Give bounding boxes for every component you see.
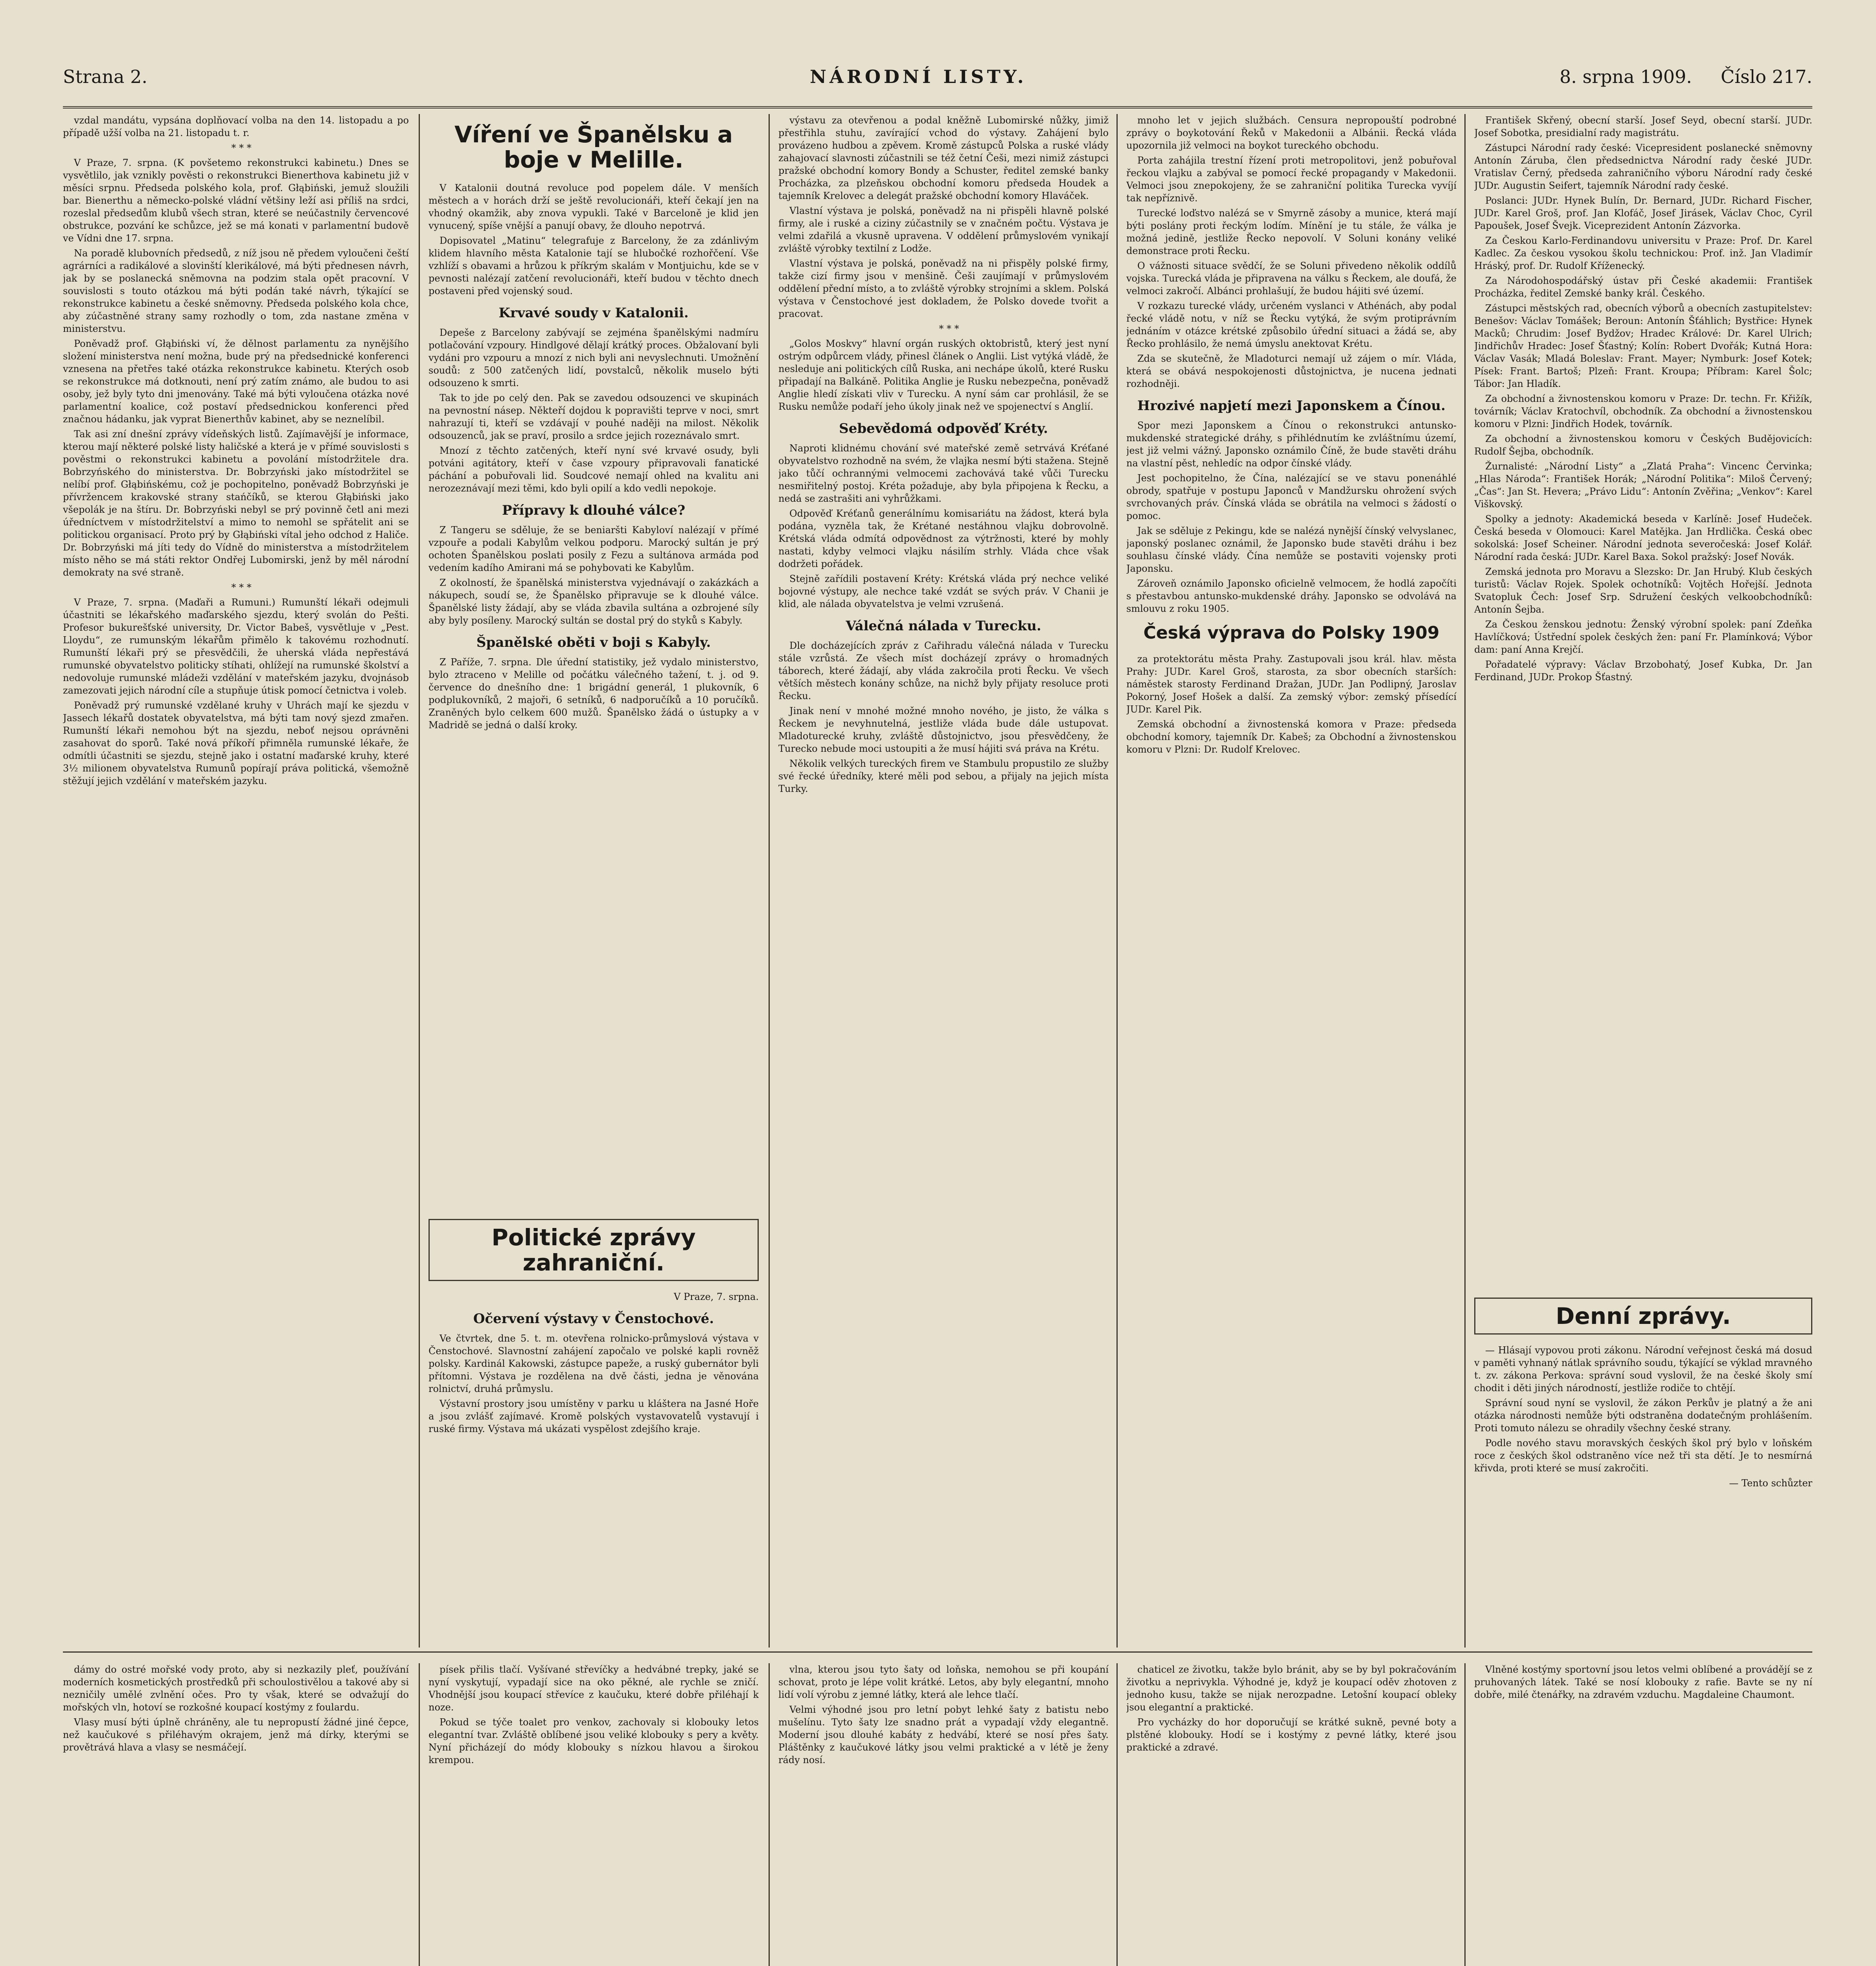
subheadline: Španělské oběti v boji s Kabyly. bbox=[476, 635, 711, 650]
article-paragraph: Mnozí z těchto zatčených, kteří nyní své krvavé osudy, byli potváni agitátory, kteří v čase vzpoury připravovali fanatické páchání a pobuřovali lid. Soudcové nemají ohled na kvalitu ani nerozeznávají mezi těmi, kdo byli opilí a kdo vedli nepokoje. bbox=[429, 445, 759, 494]
column-3 bbox=[778, 114, 1109, 1644]
article-paragraph: — Hlásají vypovou proti zákonu. Národní veřejnost česká má dosud v paměti vyhnaný nátlak správního soudu, týkající se výklad mravného t. zv. zákona Perkova: správní soud vyslovil, že na české školy smí chodit i děti jiných národností, jestliže rodiče to chtějí. bbox=[1474, 1345, 1812, 1394]
column-rule bbox=[1464, 114, 1466, 1648]
column-rule bbox=[1116, 1663, 1118, 1966]
article-paragraph: Dopisovatel „Matinu“ telegrafuje z Barcelony, že za zdánlivým klidem hlavního města Katalonie tají se hlubočké rozhořčení. Vše vzhlíží s obavami a hrůzou k příkrým skalám v Montjuichu, kde se v pevnosti nalézají zatčení revolucionáři, kteří budou v těchto dnech postaveni před vojenský soud. bbox=[429, 235, 759, 296]
daily-news-section bbox=[1474, 1290, 1812, 1644]
issue-number: Číslo 217. bbox=[1721, 66, 1812, 87]
article-paragraph: V Katalonii doutná revoluce pod popelem dále. V menších městech a v horách drží se ještě revolucionáři, kteří čekají jen na vhodný okamžik, aby znova vypukli. Také v Barceloně je klid jen vynucený, spíše vnější a panují obavy, že dlouho nepotrvá. bbox=[429, 182, 759, 231]
article-paragraph: Zástupci Národní rady české: Vicepresident poslanecké sněmovny Antonín Záruba, člen předsednictva Národní rady české JUDr. Vratislav Černý, předseda zahraničního výboru Národní rady české JUDr. Augustin Seifert, tajemník Národní rady české. bbox=[1474, 142, 1812, 191]
article-paragraph: Zda se skutečně, že Mladoturci nemají už zájem o mír. Vláda, která se obává nespokojenosti důstojnictva, je nucena jednati rozhodněji. bbox=[1126, 353, 1457, 389]
column-rule bbox=[419, 1663, 420, 1966]
article-paragraph: Jak se sděluje z Pekingu, kde se nalézá nynější čínský velvyslanec, japonský poslanec oznámil, že Japonsko bude stavěti dráhu i bez souhlasu čínské vlády. Čína nemůže se postaviti vojensky proti Japonsku. bbox=[1126, 525, 1457, 574]
column-4 bbox=[1126, 114, 1457, 1644]
article-paragraph: Správní soud nyní se vyslovil, že zákon Perkův je platný a že ani otázka národnosti nemůže býti odstraněna dodatečným prohlášením. Proti tomuto nálezu se ohradily všechny české strany. bbox=[1474, 1397, 1812, 1434]
article-paragraph: Za obchodní a živnostenskou komoru v Českých Budějovicích: Rudolf Šejba, obchodník. bbox=[1474, 433, 1812, 457]
article-paragraph: Poněvadž prof. Głąbiński ví, že dělnost parlamentu za nynějšího složení ministerstva není možna, bude prý na předsednické konferenci vznesena na přetřes také otázka rekonstrukce kabinetu. Kterých osob se rekonstrukce má dotknouti, není prý zatím známo, ale budou to asi osoby, jež byly tyto dni jmenovány. Také má býti vyloučena otázka nové parlamentní koalice, což postaví předsednickou konferenci před značnou hádanku, jak vyprat Bienerthův kabinet, aby se neznelíbil. bbox=[63, 338, 409, 425]
article-paragraph: Na poradě klubovních předsedů, z níž jsou ně předem vyloučeni čeští agrárníci a radikálové a slovinští klerikálové, má býti přednesen návrh, jak by se poslanecká sněmovna na podzim stala opět pracovní. V souvislosti s touto otázkou má býti podán také návrh, týkající se rekonstrukce kabinetu a české sněmovny. Předseda polského kola chce, aby zúčastněné strany samy rozhodly o tom, zda nastane změna v ministerstvu. bbox=[63, 248, 409, 334]
article-paragraph: chaticel ze životku, takže bylo bránit, aby se by byl pokračováním životku a neprivykla. Výhodné je, když je koupací oděv zhotoven z jednoho kusu, takže se nijak nerozpadne. Letošní koupací obleky jsou elegantní a praktické. bbox=[1126, 1664, 1457, 1713]
article-paragraph: Naproti klidnému chování své mateřské země setrvává Kréťané obyvatelstvo rozhodně na svém, že vlajka nesmí býti stažena. Stejně jako tůčí ochrannými velmocemi zachovává také vůči Turecku nesmiřitelný postoj. Kréta požaduje, aby byla připojena k Řecku, a nedá se zastrašiti ani vyhrůžkami. bbox=[778, 443, 1109, 504]
article-paragraph: Tak to jde po celý den. Pak se zavedou odsouzenci ve skupinách na pevnostní násep. Někteří dojdou k popravišti teprve v noci, smrt nahrazují ti, kteří se vzdávají v pouhé naději na milost. Několik odsouzenců, jak se praví, prosilo a srdce jejich rozeznávalo smrt. bbox=[429, 392, 759, 441]
article-paragraph: Zemská jednota pro Moravu a Slezsko: Dr. Jan Hrubý. Klub českých turistů: Václav Rojek. Spolek ochotníků: Vojtěch Hořejší. Jednota Svatopluk Čech: Josef Srp. Sdružení českých velkoobchodníků: Antonín Šejba. bbox=[1474, 566, 1812, 615]
article-paragraph: Spor mezi Japonskem a Čínou o rekonstrukci antunsko-mukdenské strategické dráhy, s přihlédnutím ke zvláštnímu území, jest již velmi vážný. Japonsko oznámilo Číně, že bude stavěti dráhu na vlastní pěst, nehledíc na odpor čínské vlády. bbox=[1126, 420, 1457, 469]
separator: * * * bbox=[231, 582, 252, 593]
article-paragraph: Vlastní výstava je polská, poněvadž na ni přispěly polské firmy, takže cizí firmy jsou v menšině. Češi zaujímají v průmyslovém oddělení přední místo, a to zvláště výrobky strojními a sklem. Polská výstava v Čenstochové jest dokladem, že Polsko dovede tvořit a pracovat. bbox=[778, 258, 1109, 319]
column-rule bbox=[419, 114, 420, 1648]
subheadline: Přípravy k dlouhé válce? bbox=[502, 503, 686, 518]
bottom-column-3 bbox=[778, 1663, 1109, 1966]
article-paragraph: Turecké loďstvo nalézá se v Smyrně zásoby a munice, která mají býti poslány proti řeckým lodím. Mínění je tu stále, že válka je možná jedině, jestliže Řecko nepovolí. V Soluni konány veliké demonstrace proti Řecku. bbox=[1126, 208, 1457, 256]
article-paragraph: Stejně zařídili postavení Kréty: Krétská vláda prý nechce veliké bojovné výstupy, ale nechce také vzdát se svých práv. V Chanii je klid, ale nálada obyvatelstva je velmi vzrušená. bbox=[778, 573, 1109, 609]
article-paragraph: Poslanci: JUDr. Hynek Bulín, Dr. Bernard, JUDr. Richard Fischer, JUDr. Karel Groš, prof. Jan Klofáč, Josef Jirásek, Václav Choc, Cyril Papoušek, Josef Švejk. Viceprezident Antonín Zázvorka. bbox=[1474, 195, 1812, 231]
article-paragraph: Zástupci městských rad, obecních výborů a obecních zastupitelstev: Benešov: Václav Tomášek; Beroun: Antonín Šťáhlich; Bystřice: Hynek Macků; Chrudim: Josef Bydžov; Hradec Králové: Dr. Karel Ulrich; Jindřichův Hradec: Josef Šťastný; Kolín: Robert Dvořák; Kutná Hora: Václav Vasák; Mladá Boleslav: Frant. Mayer; Nymburk: Josef Kotek; Písek: Frant. Bartoš; Plzeň: Frant. Kroupa; Příbram: Karel Šolc; Tábor: Jan Hladík. bbox=[1474, 303, 1812, 389]
bottom-column-5 bbox=[1474, 1663, 1812, 1966]
signature: — Tento schůzter bbox=[1729, 1478, 1812, 1489]
subheadline: Válečná nálada v Turecku. bbox=[846, 618, 1041, 634]
issue-date-number bbox=[1560, 66, 1812, 87]
article-paragraph: Jest pochopitelno, že Čína, nalézající se ve stavu ponenáhlé obrody, spatřuje v postupu Japonců v Mandžursku ohrožení svých svrchovaných práv. Čínská vláda se obrátila na velmoci s žádostí o pomoc. bbox=[1126, 473, 1457, 521]
column-rule bbox=[1464, 1663, 1466, 1966]
article-paragraph: Pokud se týče toalet pro venkov, zachovaly si klobouky letos elegantní tvar. Zvláště oblíbené jsou veliké klobouky s pery a květy. Nyní přicházejí do módy klobouky s nízkou hlavou a širokou krempou. bbox=[429, 1717, 759, 1765]
column-2 bbox=[429, 114, 759, 1195]
article-paragraph: výstavu za otevřenou a podal kněžně Lubomirské nůžky, jimiž přestřihla stuhu, zavírající vchod do výstavy. Zahájení bylo provázeno hudbou a zpěvem. Kromě zástupců Polska a ruské vlády zahajovací slavnosti zúčastnili se též četní Češi, mezi nimiž zástupci pražské obchodní komory Bondy a Schuster, ředitel zemské banky Procházka, za plzeňskou obchodní komoru předseda Houdek a tajemník Krelovec a delegát pražské obchodní komory Hlaváček. bbox=[778, 115, 1109, 201]
article-paragraph: František Skřený, obecní starší. Josef Seyd, obecní starší. JUDr. Josef Sobotka, presidialní rady magistrátu. bbox=[1474, 115, 1812, 138]
article-paragraph: Spolky a jednoty: Akademická beseda v Karlíně: Josef Hudeček. Česká beseda v Olomouci: Karel Matějka. Jan Hrdlička. Česká obec sokolská: Josef Scheiner. Národní jednota severočeská: Josef Kolář. Národní rada česká: JUDr. Karel Baxa. Sokol pražský: Josef Novák. bbox=[1474, 514, 1812, 562]
article-paragraph: V Praze, 7. srpna. (Maďaři a Rumuni.) Rumunští lékaři odejmuli účastniti se lékařského maďarského sjezdu, který svolán do Pešti. Profesor bukurešťské university, Dr. Victor Babeš, vysvětluje v „Pest. Lloydu“, ze rumunským lékařům přimělo k takovému rozhodnutí. Rumunští lékaři prý se přesvědčili, že uherská vláda nepřestává rumunské obyvatelstvo politicky stíhati, ohlížejí na rumunské školství a nedovoluje rumunské mládeži vzdělání v mateřském jazyku, dvojnásob zamezovati jejich národní cíle a stupňuje útisk pomocí četnictva i voleb. bbox=[63, 597, 409, 696]
page-header bbox=[63, 59, 1812, 109]
separator: * * * bbox=[939, 323, 959, 334]
article-paragraph: „Golos Moskvy“ hlavní orgán ruských oktobristů, který jest nyní ostrým odpůrcem vlády, přinesl článek o Anglii. List vytýká vládě, že nesleduje ani politických cílů Ruska, ani nechápe úkolů, které Rusku připadají na Balkáně. Politika Anglie je Rusku nebezpečna, poněvadž Anglie hledí získati vliv v Turecku. A nyní sám car prohlásil, že se Rusku nemůže podaří jeho úkoly jinak než ve spojenectví s Anglií. bbox=[778, 338, 1109, 412]
article-paragraph: Vlasy musí býti úplně chráněny, ale tu nepropustí žádné jiné čepce, než kaučukové s přiléhavým okrajem, jenž má dírky, kterými se provětrává hlava a vlasy se nesmáčejí. bbox=[63, 1717, 409, 1753]
article-paragraph: Vlněné kostýmy sportovní jsou letos velmi oblíbené a provádějí se z pruhovaných látek. Také se nosí klobouky z rafie. Bavte se ny ní dobře, milé čtenářky, na zdravém vzduchu. Magdaleine Chaumont. bbox=[1474, 1664, 1812, 1700]
article-paragraph: Depeše z Barcelony zabývají se zejména španělskými nadmíru potlačování vzpoury. Hindlgové dělají krátký proces. Obžalovaní byli vydáni pro vzpouru a mnozí z nich byli ani nevyslechnuti. Umožnění soudů: z 500 zatčených lidí, povstalců, několik muselo býti odsouzeno k smrti. bbox=[429, 327, 759, 388]
bottom-column-2 bbox=[429, 1663, 759, 1966]
subheadline: Krvavé soudy v Katalonii. bbox=[498, 305, 689, 321]
article-paragraph: za protektorátu města Prahy. Zastupovali jsou král. hlav. města Prahy: JUDr. Karel Groš, starosta, za sbor obecních starších: náměstek starosty Ferdinand Dražan, JUDr. Jan Podlipný, Jaroslav Pokorný, Josef Hošek a další. Za zemský výbor: zemský přísedící JUDr. Karel Pik. bbox=[1126, 653, 1457, 715]
headline-foreign-news: Politické zprávy zahraniční. bbox=[429, 1219, 759, 1281]
article-paragraph: Z okolností, že španělská ministerstva vyjednávají o zakázkách a nákupech, soudí se, že Španělsko připravuje se k dlouhé válce. Španělské listy žádají, aby se vláda zbavila sultána a ozbrojené síly aby byly posíleny. Marocký sultán se dostal prý do styků s Kabyly. bbox=[429, 577, 759, 626]
article-paragraph: Jinak není v mnohé možné mnoho nového, je jisto, že válka s Řeckem je nevyhnutelná, jestliže vláda bude dále ustupovat. Mladoturecké kruhy, zvláště důstojnictvo, jsou přesvědčeny, že Turecko nebude moci ustoupiti a že musí hájiti svá práva na Krétu. bbox=[778, 705, 1109, 754]
article-paragraph: mnoho let v jejich službách. Censura nepropouští podrobné zprávy o boykotování Řeků v Makedonii a Albánii. Řecká vláda upozornila již velmoci na boykot tureckého obchodu. bbox=[1126, 115, 1457, 151]
bottom-column-4 bbox=[1126, 1663, 1457, 1966]
article-paragraph: Odpověď Kréťanů generálnímu komisariátu na žádost, která byla podána, vyzněla tak, že Krétané nestáhnou vlajku dobrovolně. Krétská vláda odmítá odpovědnost za výtržnosti, které by mohly nastati, kdyby velmoci vlajku násilím strhly. Vláda chce však dodržeti pořádek. bbox=[778, 508, 1109, 569]
bottom-column-1 bbox=[63, 1663, 409, 1966]
column-rule bbox=[769, 114, 770, 1648]
subheadline: Hrozivé napjetí mezi Japonskem a Čínou. bbox=[1137, 398, 1446, 414]
article-paragraph: Zemská obchodní a živnostenská komora v Praze: předseda obchodní komory, tajemník Dr. Kabeš; za Obchodní a živnostenskou komoru v Plzni: Dr. Rudolf Krelovec. bbox=[1126, 719, 1457, 755]
article-paragraph: Za Českou Karlo-Ferdinandovu universitu v Praze: Prof. Dr. Karel Kadlec. Za českou vysokou školu technickou: Prof. inž. Jan Vladimír Hráský, prof. Dr. Rudolf Kříženecký. bbox=[1474, 235, 1812, 271]
column-5 bbox=[1474, 114, 1812, 1254]
foreign-news-section bbox=[429, 1211, 759, 1644]
article-paragraph: Vlastní výstava je polská, poněvadž na ni přispěli hlavně polské firmy, ale i ruské a ciziny zúčastnily se v značném počtu. Výstava je velmi zdařilá a vkusně upravena. V oddělení průmyslovém vynikají zvláště výrobky textilní z Lodže. bbox=[778, 205, 1109, 254]
article-paragraph: Pro vycházky do hor doporučují se krátké sukně, pevné boty a plstěné klobouky. Hodí se i kostýmy z pevné látky, které jsou praktické a zdravé. bbox=[1126, 1717, 1457, 1753]
article-paragraph: Za obchodní a živnostenskou komoru v Praze: Dr. techn. Fr. Křižík, továrník; Václav Kratochvíl, obchodník. Za obchodní a živnostenskou komoru v Plzni: Jindřich Hodek, továrník. bbox=[1474, 393, 1812, 429]
headline-czech-expedition: Česká výprava do Polsky 1909 bbox=[1143, 623, 1440, 643]
article-paragraph: Zároveň oznámilo Japonsko oficielně velmocem, že hodlá započíti s přestavbou antunsko-mukdenské dráhy. Japonsko se odvolává na smlouvu z roku 1905. bbox=[1126, 578, 1457, 614]
issue-date: 8. srpna 1909. bbox=[1559, 66, 1692, 87]
headline-daily-news: Denní zprávy. bbox=[1474, 1298, 1812, 1335]
page-label: Strana 2. bbox=[63, 66, 147, 87]
article-paragraph: dámy do ostré mořské vody proto, aby si nezkazily pleť, používání moderních kosmetických prostředků při schoulostivělou a takové aby si nezničily umělé zvlnění očes. Pro ty však, které se odvažují do mořských vln, hotoví se rozkošné koupací kostýmy z foulardu. bbox=[63, 1664, 409, 1713]
article-paragraph: Z Paříže, 7. srpna. Dle úřední statistiky, jež vydalo ministerstvo, bylo ztraceno v Melille od počátku válečného tažení, t. j. od 9. července do dnešního dne: 1 brigádní generál, 1 plukovník, 6 podplukovníků, 2 majoři, 6 setníků, 6 nadporučíků a 10 poručíků. Zraněných bylo celkem 600 mužů. Španělsko žádá o ústupky a v Madridě se jedná o další kroky. bbox=[429, 657, 759, 731]
dateline: V Praze, 7. srpna. bbox=[673, 1291, 759, 1302]
article-paragraph: V Praze, 7. srpna. (K povšetemo rekonstrukci kabinetu.) Dnes se vysvětlilo, jak vznikly pověsti o rekonstrukci Bienerthova kabinetu již v měsíci srpnu. Předseda polského kola, prof. Głąbiński, jemuž sloužili bar. Bienerthu a německo-polské vládní většiny leží asi příliš na srdci, rozeslal předsedům klubů všech stran, které se neúčastnily červencové obstrukce, pozvání ke schůzce, jež se má konati v parlamentní budově ve Vídni dne 17. srpna. bbox=[63, 157, 409, 244]
article-paragraph: O vážnosti situace svědčí, že se Soluni přivedeno několik oddílů vojska. Turecká vláda je připravena na válku s Řeckem, ale doufá, že velmoci zakročí. Albánci prohlašují, že budou hájiti své území. bbox=[1126, 260, 1457, 296]
column-rule bbox=[769, 1663, 770, 1966]
column-1 bbox=[63, 114, 409, 1644]
article-paragraph: Za Českou ženskou jednotu: Ženský výrobní spolek: paní Zdeňka Havlíčková; Ústřední spolek českých žen: paní Fr. Plamínková; Výbor dam: paní Anna Krejčí. bbox=[1474, 619, 1812, 655]
article-paragraph: písek přilis tlačí. Vyšívané střevíčky a hedvábné trepky, jaké se nyní vyskytují, vypadají sice na oko pěkné, ale rychle se zničí. Vhodnější jsou koupací střevíce z kaučuku, které dobře přiléhají k noze. bbox=[429, 1664, 759, 1713]
article-paragraph: vzdal mandátu, vypsána doplňovací volba na den 14. listopadu a po případě užší volba na 21. listopadu t. r. bbox=[63, 115, 409, 138]
article-paragraph: Žurnalisté: „Národní Listy“ a „Zlatá Praha“: Vincenc Červinka; „Hlas Národa“: František Horák; „Národní Politika“: Miloš Červený; „Čas“: Jan St. Hevera; „Právo Lidu“: Antonín Zvěřina; „Venkov“: Karel Viškovský. bbox=[1474, 461, 1812, 510]
article-paragraph: V rozkazu turecké vlády, určeném vyslanci v Athénách, aby podal řecké vládě notu, v níž se Řecku vytýká, že svým protiprávním jednáním v otázce krétské způsobilo úřední situaci a žádá se, aby Řecko prohlásilo, že nemá úmyslu anektovat Krétu. bbox=[1126, 300, 1457, 349]
article-paragraph: Výstavní prostory jsou umístěny v parku u kláštera na Jasné Hoře a jsou zvlášť zajímavé. Kromě polských vystavovatelů vystavují i ruské firmy. Výstava má ukázati vyspělost zdejšího kraje. bbox=[429, 1398, 759, 1434]
article-paragraph: Velmi výhodné jsou pro letní pobyt lehké šaty z batistu nebo mušelínu. Tyto šaty lze snadno prát a vypadají vždy elegantně. Moderní jsou dlouhé kabáty z hedvábí, které se nosí přes šaty. Pláštěnky z kaučukové látky jsou velmi praktické a v létě je ženy rády nosí. bbox=[778, 1704, 1109, 1765]
article-paragraph: Tak asi zní dnešní zprávy vídeňských listů. Zajímavější je informace, kterou mají některé polské listy haličské a která je v přímé souvislosti s pověstmi o rekonstrukci kabinetu a povolání místodržitele dra. Bobrzyńského do ministerstva. Dr. Bobrzyński jako místodržitel se nelíbí prof. Głąbińskému, což je pochopitelno, poněvadž Bobrzyński je přívržencem krakovské strany stańčíků, se kterou Głąbiński jako všepolák je na štíru. Dr. Bobrzyński nebyl se prý povinně četl ani mezi úředníctvem v místodržitelství a mimo to nemohl se spřátelit ani se politickou organisací. Proto prý by Głąbiński vítal jeho odchod z Haliče. Dr. Bobrzyński má jíti tedy do Vídně do ministerstva a místodržitelem místo něho se má státi rektor Ondřej Lubomirski, jenž by měl národní demokraty na své straně. bbox=[63, 429, 409, 578]
column-rule bbox=[1116, 114, 1118, 1648]
headline-spain: Víření ve Španělsku a boje v Melille. bbox=[454, 121, 733, 173]
article-paragraph: Poněvadž prý rumunské vzdělané kruhy v Uhrách mají ke sjezdu v Jassech lékařů dostatek obyvatelstva, má býti tam nový sjezd zmařen. Rumunští lékaři nemohou být na sjezdu, neboť nejsou oprávněni zasahovat do sporů. Také nová příkoří přimněla rumunské lékaře, že odmítli účastniti se sjezdu, stejně jako i ostatní maďarské kruhy, které 3½ milionem obyvatelstva Rumunů popírají práva politická, všemožně stěžují jejich vzdělání v mateřském jazyku. bbox=[63, 700, 409, 786]
separator: * * * bbox=[231, 142, 252, 153]
article-paragraph: Porta zahájila trestní řízení proti metropolitovi, jenž pobuřoval řeckou vlajku a zabýval se pomocí řecké propagandy v Makedonii. Velmoci jsou znepokojeny, že se zahraniční politika Turecka vyvíjí tak nepříznivě. bbox=[1126, 155, 1457, 204]
article-paragraph: Dle docházejících zpráv z Cařihradu válečná nálada v Turecku stále vzrůstá. Ze všech míst docházejí zprávy o hromadných táborech, které žádají, aby vláda zakročila proti Řecku. Ve všech větších městech konány schůze, na nichž byly přijaty resoluce proti Řecku. bbox=[778, 640, 1109, 701]
article-paragraph: Několik velkých tureckých firem ve Stambulu propustilo ze služby své řecké úředníky, které měli pod sebou, a přijaly na jejich místa Turky. bbox=[778, 758, 1109, 794]
subheadline: Očervení výstavy v Čenstochové. bbox=[473, 1311, 714, 1327]
newspaper-title: NÁRODNÍ LISTY. bbox=[810, 66, 1027, 87]
article-paragraph: Za Národohospodářský ústav při České akademii: František Procházka, ředitel Zemské banky král. Českého. bbox=[1474, 275, 1812, 299]
subheadline: Sebevědomá odpověď Kréty. bbox=[839, 421, 1048, 436]
article-paragraph: Podle nového stavu moravských českých škol prý bylo v loňském roce z českých škol odstraněno více než tři sta dětí. Je to nesmírná křivda, proti které se musí zakročiti. bbox=[1474, 1438, 1812, 1474]
article-paragraph: Z Tangeru se sděluje, že se beniaršti Kabyloví nalézají v přímé vzpouře a podali Kabylům velkou podporu. Marocký sultán je prý ochoten Španělskou poslati posily z Fezu a sultánova armáda pod vedením kadího Amirani má se pohybovati ke Kabylům. bbox=[429, 525, 759, 573]
article-paragraph: Pořadatelé výpravy: Václav Brzobohatý, Josef Kubka, Dr. Jan Ferdinand, JUDr. Prokop Šťastný. bbox=[1474, 659, 1812, 683]
article-paragraph: Ve čtvrtek, dne 5. t. m. otevřena rolnicko-průmyslová výstava v Čenstochové. Slavnostní zahájení započalo ve polské kapli rovněž polsky. Kardinál Kakowski, zástupce papeže, a ruský gubernátor byli přítomni. Výstava je rozdělena na dvě části, jedna je věnována rolnictví, druhá průmyslu. bbox=[429, 1333, 759, 1394]
section-rule bbox=[63, 1651, 1812, 1653]
article-paragraph: vlna, kterou jsou tyto šaty od loňska, nemohou se při koupání schovat, proto je lépe volit krátké. Letos, aby byly elegantní, mnoho lidí volí výrobu z jemné látky, která ale lehce tlačí. bbox=[778, 1664, 1109, 1700]
